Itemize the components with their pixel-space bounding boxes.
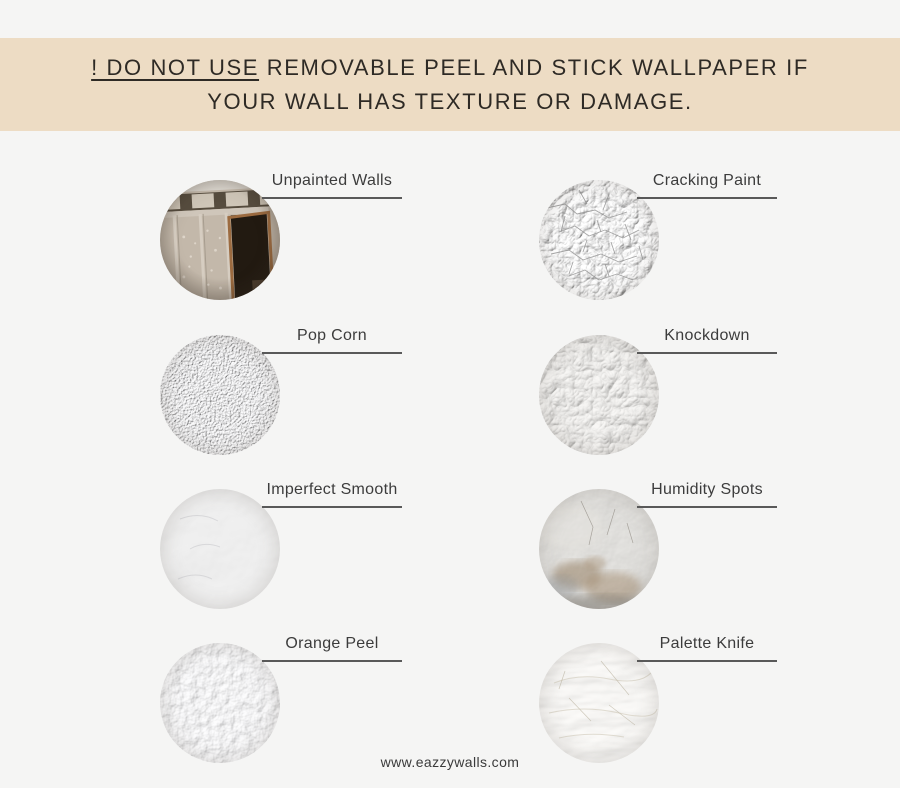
label-underline [262, 660, 402, 662]
texture-item-knockdown [539, 327, 799, 467]
label-underline [637, 352, 777, 354]
texture-item-humidity-spots [539, 481, 799, 621]
banner-line-1-text: REMOVABLE PEEL AND STICK WALLPAPER IF [259, 54, 809, 80]
website-url: www.eazzywalls.com [380, 754, 520, 770]
texture-label: Cracking Paint [652, 172, 762, 189]
banner-line-1 [91, 51, 809, 85]
texture-item-cracking-paint [539, 172, 799, 312]
banner-line-2: YOUR WALL HAS TEXTURE OR DAMAGE. [207, 88, 693, 114]
texture-label: Unpainted Walls [271, 172, 393, 189]
texture-item-unpainted-walls [160, 172, 420, 312]
texture-label: Orange Peel [285, 635, 379, 652]
label-underline [637, 506, 777, 508]
label-underline [637, 197, 777, 199]
texture-label: Palette Knife [659, 635, 755, 652]
texture-label: Pop Corn [297, 327, 367, 344]
texture-item-imperfect-smooth [160, 481, 420, 621]
label-underline [262, 197, 402, 199]
banner-warning-emphasis: ! DO NOT USE [91, 54, 260, 80]
warning-banner [0, 38, 900, 131]
label-underline [262, 506, 402, 508]
label-underline [262, 352, 402, 354]
texture-item-pop-corn [160, 327, 420, 467]
label-underline [637, 660, 777, 662]
texture-label: Knockdown [664, 327, 750, 344]
texture-label: Imperfect Smooth [266, 481, 398, 498]
texture-label: Humidity Spots [651, 481, 763, 498]
